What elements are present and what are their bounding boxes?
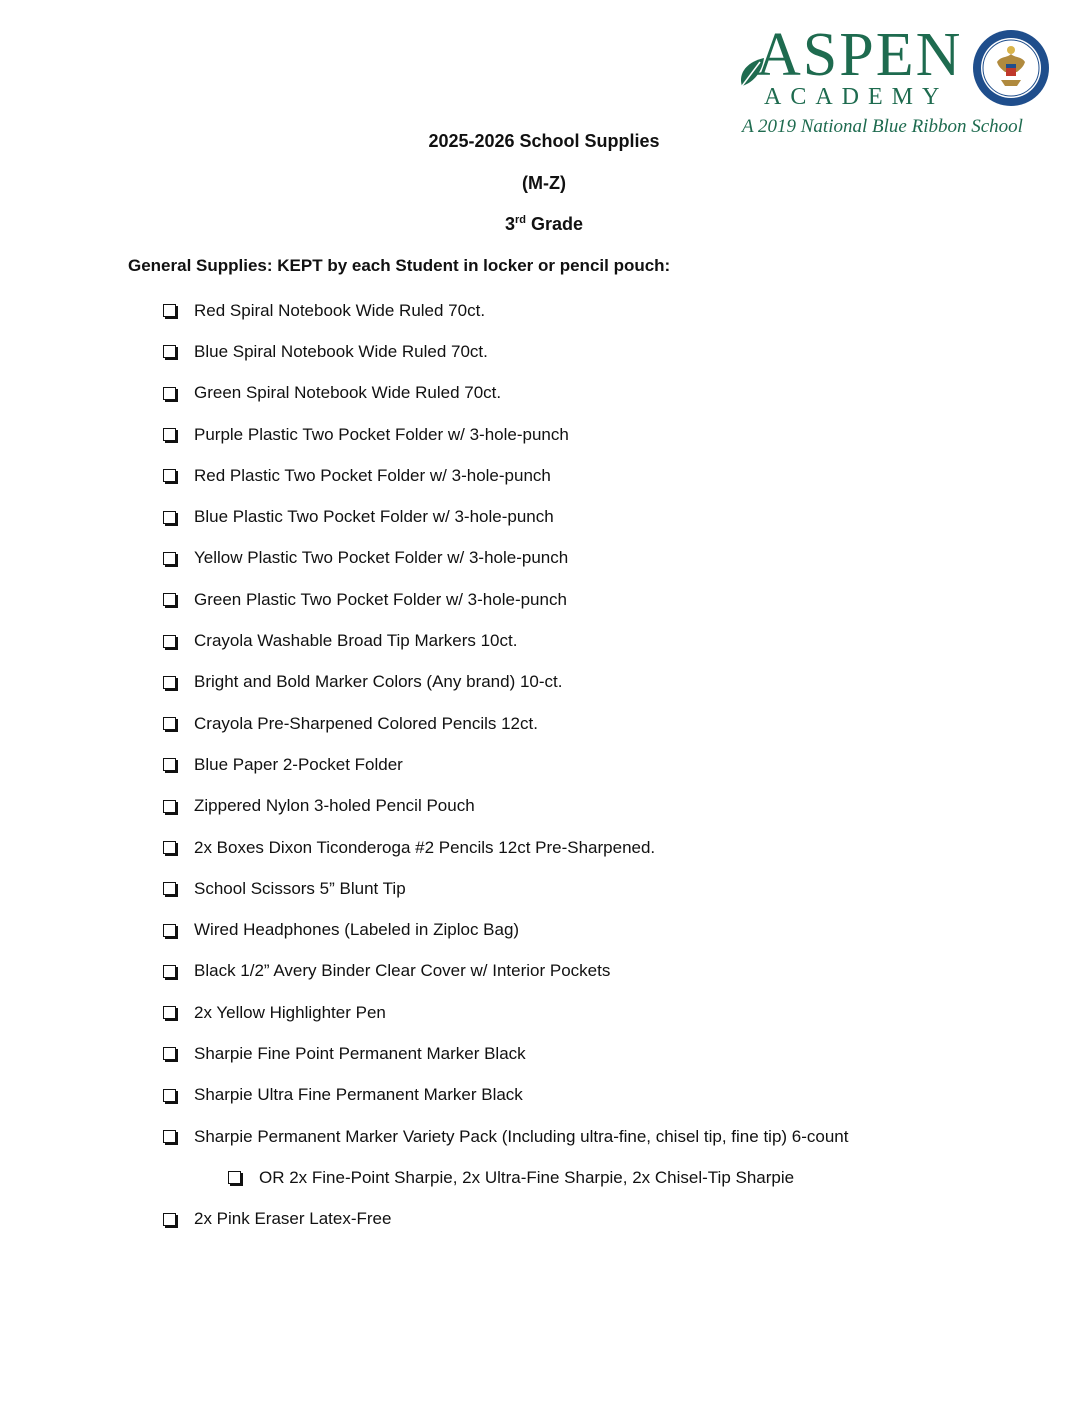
list-item: [160, 290, 1060, 331]
school-logo: [736, 21, 1056, 140]
page-subtitle: (M-Z): [522, 173, 566, 193]
checkbox-icon[interactable]: [163, 924, 176, 937]
list-item: [160, 331, 1060, 372]
item-label: Sharpie Ultra Fine Permanent Marker Black: [194, 1085, 523, 1105]
checkbox-icon[interactable]: [163, 469, 176, 482]
checkbox-icon[interactable]: [163, 965, 176, 978]
list-item: [160, 1199, 1060, 1240]
list-item: [160, 868, 1060, 909]
checkbox-icon[interactable]: [163, 1047, 176, 1060]
list-item: [160, 1116, 1060, 1157]
list-item: [160, 786, 1060, 827]
checkbox-icon[interactable]: [163, 304, 176, 317]
item-label: Green Spiral Notebook Wide Ruled 70ct.: [194, 383, 502, 403]
checkbox-icon[interactable]: [163, 1089, 176, 1102]
checkbox-icon[interactable]: [228, 1171, 241, 1184]
list-item: [160, 744, 1060, 785]
item-label: OR 2x Fine-Point Sharpie, 2x Ultra-Fine Sharpie, 2x Chisel-Tip Sharpie: [259, 1167, 795, 1187]
item-label: Crayola Washable Broad Tip Markers 10ct.: [194, 631, 518, 651]
checkbox-icon[interactable]: [163, 387, 176, 400]
item-label: Sharpie Fine Point Permanent Marker Black: [194, 1043, 526, 1063]
item-label: Crayola Pre-Sharpened Colored Pencils 12ct.: [194, 713, 538, 733]
list-item: [160, 662, 1060, 703]
checkbox-icon[interactable]: [163, 758, 176, 771]
list-item: [160, 1033, 1060, 1074]
list-item: [160, 414, 1060, 455]
checkbox-icon[interactable]: [163, 1213, 176, 1226]
list-item: [160, 951, 1060, 992]
list-item: [160, 1075, 1060, 1116]
list-item: [160, 992, 1060, 1033]
item-label: 2x Pink Eraser Latex-Free: [194, 1209, 392, 1229]
logo-subname: ACADEMY: [764, 84, 949, 110]
logo-tagline: A 2019 National Blue Ribbon School: [742, 116, 1023, 137]
checkbox-icon[interactable]: [163, 428, 176, 441]
item-label: 2x Boxes Dixon Ticonderoga #2 Pencils 12ct Pre-Sharpened.: [194, 837, 656, 857]
list-item: [160, 827, 1060, 868]
item-label: Blue Spiral Notebook Wide Ruled 70ct.: [194, 341, 488, 361]
item-label: School Scissors 5” Blunt Tip: [194, 878, 406, 898]
list-item: [160, 455, 1060, 496]
list-item: [160, 620, 1060, 661]
checkbox-icon[interactable]: [163, 1130, 176, 1143]
item-label: Red Spiral Notebook Wide Ruled 70ct.: [194, 300, 486, 320]
page-title: 2025-2026 School Supplies: [428, 131, 660, 151]
checkbox-icon[interactable]: [163, 635, 176, 648]
checkbox-icon[interactable]: [163, 800, 176, 813]
grade-heading: [0, 213, 1088, 235]
item-label: Green Plastic Two Pocket Folder w/ 3-hole-punch: [194, 589, 567, 609]
checkbox-icon[interactable]: [163, 552, 176, 565]
item-label: Wired Headphones (Labeled in Ziploc Bag): [194, 920, 520, 940]
list-item: [160, 373, 1060, 414]
checkbox-icon[interactable]: [163, 882, 176, 895]
item-label: Zippered Nylon 3-holed Pencil Pouch: [194, 796, 475, 816]
supply-checklist: [160, 290, 1060, 1240]
checkbox-icon[interactable]: [163, 511, 176, 524]
grade-suffix: rd: [514, 214, 526, 226]
checkbox-icon[interactable]: [163, 593, 176, 606]
list-item: [160, 703, 1060, 744]
national-seal-icon: [971, 28, 1051, 108]
list-item: [160, 496, 1060, 537]
list-item: [160, 909, 1060, 950]
item-label: Black 1/2” Avery Binder Clear Cover w/ Interior Pockets: [194, 961, 611, 981]
list-subitem: [160, 1157, 1060, 1198]
logo-name: ASPEN: [756, 21, 963, 89]
list-item: [160, 579, 1060, 620]
checkbox-icon[interactable]: [163, 1006, 176, 1019]
item-label: Purple Plastic Two Pocket Folder w/ 3-hole-punch: [194, 424, 569, 444]
grade-word: Grade: [531, 214, 584, 234]
checkbox-icon[interactable]: [163, 841, 176, 854]
list-item: [160, 538, 1060, 579]
item-label: Blue Paper 2-Pocket Folder: [194, 754, 403, 774]
item-label: Bright and Bold Marker Colors (Any brand) 10-ct.: [194, 672, 563, 692]
section-heading: General Supplies: KEPT by each Student in locker or pencil pouch:: [128, 256, 671, 275]
item-label: Sharpie Permanent Marker Variety Pack (Including ultra-fine, chisel tip, fine tip) 6-count: [194, 1126, 849, 1146]
checkbox-icon[interactable]: [163, 717, 176, 730]
item-label: Blue Plastic Two Pocket Folder w/ 3-hole-punch: [194, 507, 554, 527]
checkbox-icon[interactable]: [163, 676, 176, 689]
checkbox-icon[interactable]: [163, 345, 176, 358]
item-label: Red Plastic Two Pocket Folder w/ 3-hole-punch: [194, 465, 551, 485]
grade-number: 3: [504, 214, 515, 234]
item-label: 2x Yellow Highlighter Pen: [194, 1002, 386, 1022]
item-label: Yellow Plastic Two Pocket Folder w/ 3-hole-punch: [194, 548, 569, 568]
